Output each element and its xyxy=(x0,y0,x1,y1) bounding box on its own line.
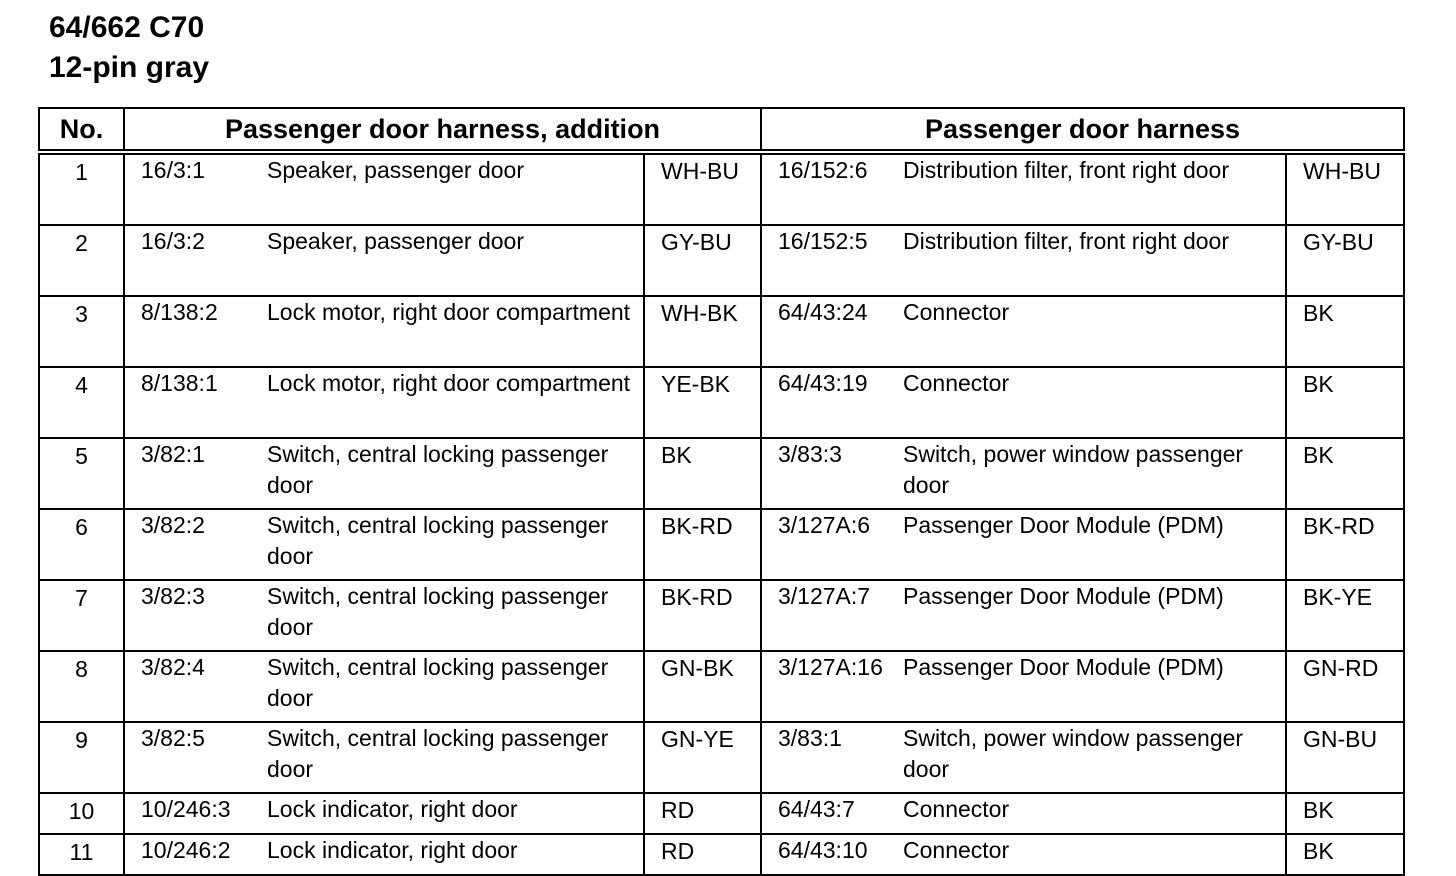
addition-harness-cell xyxy=(124,152,644,225)
connector-id-title: 64/662 C70 xyxy=(49,11,205,44)
door-harness-cell xyxy=(761,509,1286,580)
addition-harness-desc: Lock indicator, right door xyxy=(267,796,518,822)
pinout-table xyxy=(38,107,1405,876)
table-row xyxy=(39,438,1404,509)
pin-number: 6 xyxy=(39,509,124,580)
addition-harness-ref: 3/82:5 xyxy=(141,725,205,751)
addition-harness-desc: Switch, central locking passenger door xyxy=(267,725,609,782)
addition-harness-desc: Lock motor, right door compartment xyxy=(267,299,631,325)
addition-harness-cell xyxy=(124,296,644,367)
door-harness-cell xyxy=(761,722,1286,793)
door-harness-wire-color: BK xyxy=(1286,367,1404,438)
table-row xyxy=(39,367,1404,438)
door-harness-wire-color: BK-YE xyxy=(1286,580,1404,651)
addition-harness-ref: 8/138:1 xyxy=(141,370,218,396)
addition-harness-ref: 3/82:2 xyxy=(141,512,205,538)
addition-harness-desc: Lock indicator, right door xyxy=(267,837,518,863)
door-harness-wire-color: WH-BU xyxy=(1286,152,1404,225)
addition-harness-wire-color: BK xyxy=(644,438,761,509)
table-row xyxy=(39,651,1404,722)
addition-harness-wire-color: GY-BU xyxy=(644,225,761,296)
table-row xyxy=(39,722,1404,793)
table-row xyxy=(39,152,1404,225)
addition-harness-ref: 10/246:2 xyxy=(141,837,231,863)
table-row xyxy=(39,296,1404,367)
door-harness-cell xyxy=(761,225,1286,296)
addition-harness-wire-color: WH-BK xyxy=(644,296,761,367)
door-harness-wire-color: GY-BU xyxy=(1286,225,1404,296)
table-row xyxy=(39,793,1404,834)
door-harness-desc: Distribution filter, front right door xyxy=(903,228,1229,254)
addition-harness-cell xyxy=(124,651,644,722)
addition-harness-ref: 3/82:1 xyxy=(141,441,205,467)
addition-harness-cell xyxy=(124,438,644,509)
door-harness-wire-color: BK xyxy=(1286,296,1404,367)
pin-number: 5 xyxy=(39,438,124,509)
addition-harness-ref: 10/246:3 xyxy=(141,796,231,822)
pin-number: 8 xyxy=(39,651,124,722)
addition-harness-ref: 16/3:2 xyxy=(141,228,205,254)
column-header-addition-harness: Passenger door harness, addition xyxy=(124,108,761,152)
door-harness-desc: Passenger Door Module (PDM) xyxy=(903,583,1224,609)
addition-harness-desc: Switch, central locking passenger door xyxy=(267,441,609,498)
connector-type-subtitle: 12-pin gray xyxy=(49,51,210,84)
addition-harness-ref: 16/3:1 xyxy=(141,157,205,183)
pin-number: 9 xyxy=(39,722,124,793)
door-harness-wire-color: BK-RD xyxy=(1286,509,1404,580)
addition-harness-desc: Speaker, passenger door xyxy=(267,228,525,254)
addition-harness-ref: 3/82:3 xyxy=(141,583,205,609)
addition-harness-cell xyxy=(124,834,644,875)
pinout-table-body xyxy=(39,152,1404,875)
door-harness-desc: Distribution filter, front right door xyxy=(903,157,1229,183)
addition-harness-cell xyxy=(124,722,644,793)
table-header-row xyxy=(39,108,1404,152)
door-harness-wire-color: GN-BU xyxy=(1286,722,1404,793)
pin-number: 1 xyxy=(39,152,124,225)
door-harness-ref: 3/83:1 xyxy=(778,725,842,751)
addition-harness-wire-color: YE-BK xyxy=(644,367,761,438)
addition-harness-desc: Lock motor, right door compartment xyxy=(267,370,631,396)
door-harness-cell xyxy=(761,152,1286,225)
addition-harness-cell xyxy=(124,509,644,580)
addition-harness-cell xyxy=(124,367,644,438)
door-harness-cell xyxy=(761,367,1286,438)
door-harness-desc: Switch, power window passenger door xyxy=(903,725,1244,782)
addition-harness-wire-color: GN-BK xyxy=(644,651,761,722)
door-harness-cell xyxy=(761,580,1286,651)
door-harness-ref: 3/127A:7 xyxy=(778,583,871,609)
door-harness-wire-color: GN-RD xyxy=(1286,651,1404,722)
pin-number: 4 xyxy=(39,367,124,438)
door-harness-ref: 16/152:6 xyxy=(778,157,868,183)
table-row xyxy=(39,580,1404,651)
addition-harness-cell xyxy=(124,225,644,296)
addition-harness-desc: Switch, central locking passenger door xyxy=(267,654,609,711)
addition-harness-wire-color: RD xyxy=(644,793,761,834)
addition-harness-desc: Switch, central locking passenger door xyxy=(267,512,609,569)
addition-harness-wire-color: BK-RD xyxy=(644,580,761,651)
pin-number: 3 xyxy=(39,296,124,367)
door-harness-wire-color: BK xyxy=(1286,834,1404,875)
door-harness-desc: Passenger Door Module (PDM) xyxy=(903,512,1224,538)
addition-harness-desc: Switch, central locking passenger door xyxy=(267,583,609,640)
door-harness-ref: 3/127A:16 xyxy=(778,654,883,680)
addition-harness-cell xyxy=(124,793,644,834)
door-harness-desc: Connector xyxy=(903,370,1010,396)
door-harness-cell xyxy=(761,296,1286,367)
table-row xyxy=(39,225,1404,296)
door-harness-cell xyxy=(761,651,1286,722)
addition-harness-desc: Speaker, passenger door xyxy=(267,157,525,183)
door-harness-ref: 16/152:5 xyxy=(778,228,868,254)
column-header-door-harness: Passenger door harness xyxy=(761,108,1404,152)
door-harness-desc: Connector xyxy=(903,837,1010,863)
addition-harness-wire-color: RD xyxy=(644,834,761,875)
column-header-no: No. xyxy=(39,108,124,152)
door-harness-ref: 64/43:7 xyxy=(778,796,855,822)
pin-number: 11 xyxy=(39,834,124,875)
pin-number: 10 xyxy=(39,793,124,834)
addition-harness-wire-color: GN-YE xyxy=(644,722,761,793)
door-harness-ref: 3/83:3 xyxy=(778,441,842,467)
door-harness-desc: Connector xyxy=(903,796,1010,822)
door-harness-desc: Switch, power window passenger door xyxy=(903,441,1244,498)
addition-harness-cell xyxy=(124,580,644,651)
pin-number: 2 xyxy=(39,225,124,296)
door-harness-ref: 64/43:10 xyxy=(778,837,868,863)
door-harness-cell xyxy=(761,834,1286,875)
addition-harness-ref: 3/82:4 xyxy=(141,654,205,680)
pin-number: 7 xyxy=(39,580,124,651)
addition-harness-wire-color: BK-RD xyxy=(644,509,761,580)
door-harness-desc: Connector xyxy=(903,299,1010,325)
door-harness-wire-color: BK xyxy=(1286,438,1404,509)
door-harness-wire-color: BK xyxy=(1286,793,1404,834)
door-harness-desc: Passenger Door Module (PDM) xyxy=(903,654,1224,680)
table-row xyxy=(39,834,1404,875)
door-harness-ref: 64/43:24 xyxy=(778,299,868,325)
door-harness-ref: 3/127A:6 xyxy=(778,512,871,538)
door-harness-cell xyxy=(761,438,1286,509)
door-harness-cell xyxy=(761,793,1286,834)
addition-harness-wire-color: WH-BU xyxy=(644,152,761,225)
table-row xyxy=(39,509,1404,580)
door-harness-ref: 64/43:19 xyxy=(778,370,868,396)
addition-harness-ref: 8/138:2 xyxy=(141,299,218,325)
